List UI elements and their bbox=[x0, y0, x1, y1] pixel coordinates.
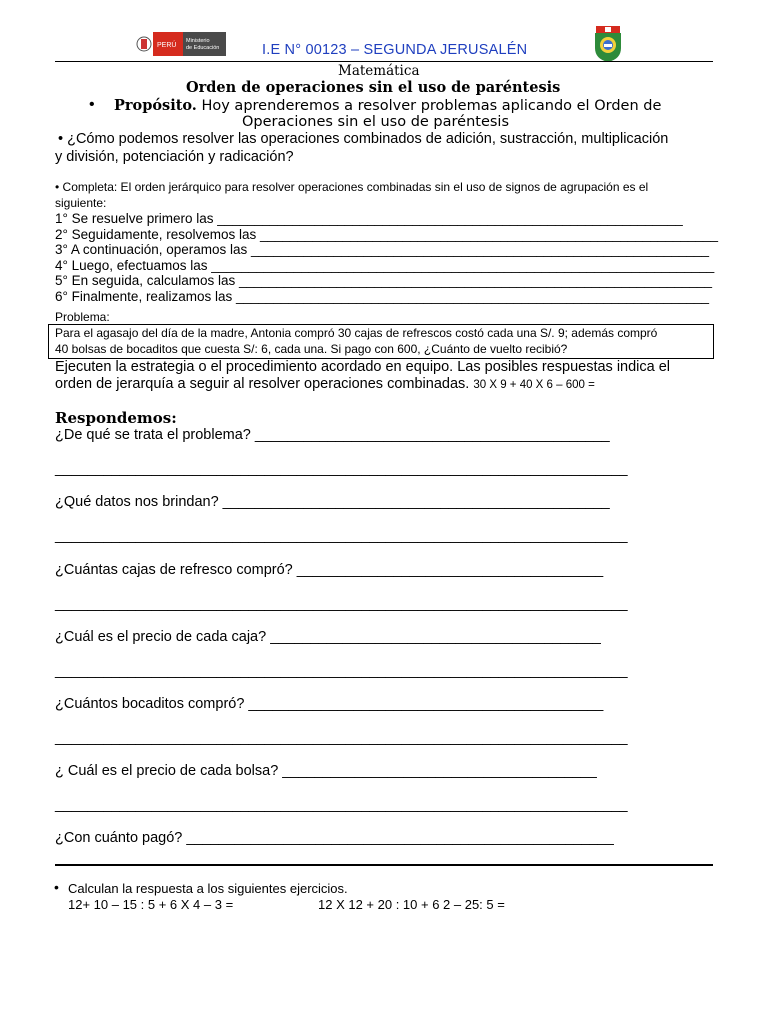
order-step-3[interactable]: 3° A continuación, operamos las _____________________________________________________________ bbox=[55, 242, 710, 257]
exercise-2: 12 X 12 + 20 : 10 + 6 2 – 25: 5 = bbox=[318, 897, 505, 912]
problem-text-line-2: 40 bolsas de bocaditos que cuesta S/: 6, cada una. Si pago con 600, ¿Cuánto de vuelto recibió? bbox=[55, 342, 568, 356]
complete-instruction-line-1: • Completa: El orden jerárquico para resolver operaciones combinadas sin el uso de signos de agrupación es el bbox=[55, 180, 649, 194]
problem-label: Problema: bbox=[55, 310, 110, 324]
answer-line-data[interactable]: _______________________________________________________________________ bbox=[55, 528, 628, 544]
strategy-line-1: Ejecuten la estrategia o el procedimiento acordado en equipo. Las posibles respuestas indica el bbox=[55, 359, 671, 375]
ministry-logo bbox=[136, 32, 226, 56]
purpose-text-1: Hoy aprenderemos a resolver problemas aplicando el Orden de bbox=[201, 98, 662, 114]
strategy-text-2: orden de jerarquía a seguir al resolver operaciones combinadas. bbox=[55, 376, 470, 392]
order-step-6[interactable]: 6° Finalmente, realizamos las _______________________________________________________________ bbox=[55, 289, 709, 304]
question-payment[interactable]: ¿Con cuánto pagó? _____________________________________________________ bbox=[55, 830, 614, 846]
order-step-1[interactable]: 1° Se resuelve primero las ______________________________________________________________ bbox=[55, 211, 683, 226]
strategy-line-2 bbox=[55, 376, 595, 392]
purpose-line-2: Operaciones sin el uso de paréntesis bbox=[242, 114, 510, 130]
bullet-icon: • bbox=[89, 96, 95, 113]
order-step-5[interactable]: 5° En seguida, calculamos las _______________________________________________________________ bbox=[55, 273, 713, 288]
question-snacks[interactable]: ¿Cuántos bocaditos compró? ____________________________________________ bbox=[55, 696, 604, 712]
purpose-label: Propósito. bbox=[114, 97, 197, 114]
complete-instruction-line-2: siguiente: bbox=[55, 196, 107, 210]
svg-text:de Educación: de Educación bbox=[186, 45, 220, 51]
school-name: I.E N° 00123 – SEGUNDA JERUSALÉN bbox=[262, 42, 528, 58]
exercises-intro: Calculan la respuesta a los siguientes ejercicios. bbox=[68, 881, 348, 896]
answer-line-topic[interactable]: _______________________________________________________________________ bbox=[55, 461, 628, 477]
order-step-4[interactable]: 4° Luego, efectuamos las ___________________________________________________________________ bbox=[55, 258, 715, 273]
guiding-question-line-1: • ¿Cómo podemos resolver las operaciones combinados de adición, sustracción, multiplicación bbox=[58, 131, 669, 147]
respond-heading: Respondemos: bbox=[55, 409, 177, 427]
logo-country-text: PERÚ bbox=[157, 42, 177, 49]
problem-text-line-1: Para el agasajo del día de la madre, Antonia compró 30 cajas de refrescos costó cada una S/. 9; además compró bbox=[55, 326, 658, 340]
school-crest-icon bbox=[593, 26, 623, 62]
question-boxes[interactable]: ¿Cuántas cajas de refresco compró? ______________________________________ bbox=[55, 562, 604, 578]
guiding-question-line-2: y división, potenciación y radicación? bbox=[55, 149, 294, 165]
answer-line-bag-price[interactable]: _______________________________________________________________________ bbox=[55, 797, 628, 813]
question-topic[interactable]: ¿De qué se trata el problema? ____________________________________________ bbox=[55, 427, 610, 443]
answer-line-box-price[interactable]: _______________________________________________________________________ bbox=[55, 663, 628, 679]
worksheet-title: Orden de operaciones sin el uso de paréntesis bbox=[186, 79, 561, 96]
purpose-line-1 bbox=[114, 97, 661, 114]
strategy-expression: 30 X 9 + 40 X 6 – 600 = bbox=[473, 379, 595, 391]
subject-label: Matemática bbox=[338, 63, 420, 79]
answer-line-snacks[interactable]: _______________________________________________________________________ bbox=[55, 730, 628, 746]
order-step-2[interactable]: 2° Seguidamente, resolvemos las _____________________________________________________________ bbox=[55, 227, 718, 242]
bullet-icon: • bbox=[54, 879, 59, 895]
question-box-price[interactable]: ¿Cuál es el precio de cada caja? _________________________________________ bbox=[55, 629, 601, 645]
question-bag-price[interactable]: ¿ Cuál es el precio de cada bolsa? _______________________________________ bbox=[55, 763, 597, 779]
answer-line-boxes[interactable]: _______________________________________________________________________ bbox=[55, 596, 628, 612]
exercise-1: 12+ 10 – 15 : 5 + 6 X 4 – 3 = bbox=[68, 897, 234, 912]
section-divider bbox=[55, 864, 713, 866]
svg-text:Ministerio: Ministerio bbox=[186, 38, 210, 44]
question-data[interactable]: ¿Qué datos nos brindan? ________________________________________________ bbox=[55, 494, 610, 510]
